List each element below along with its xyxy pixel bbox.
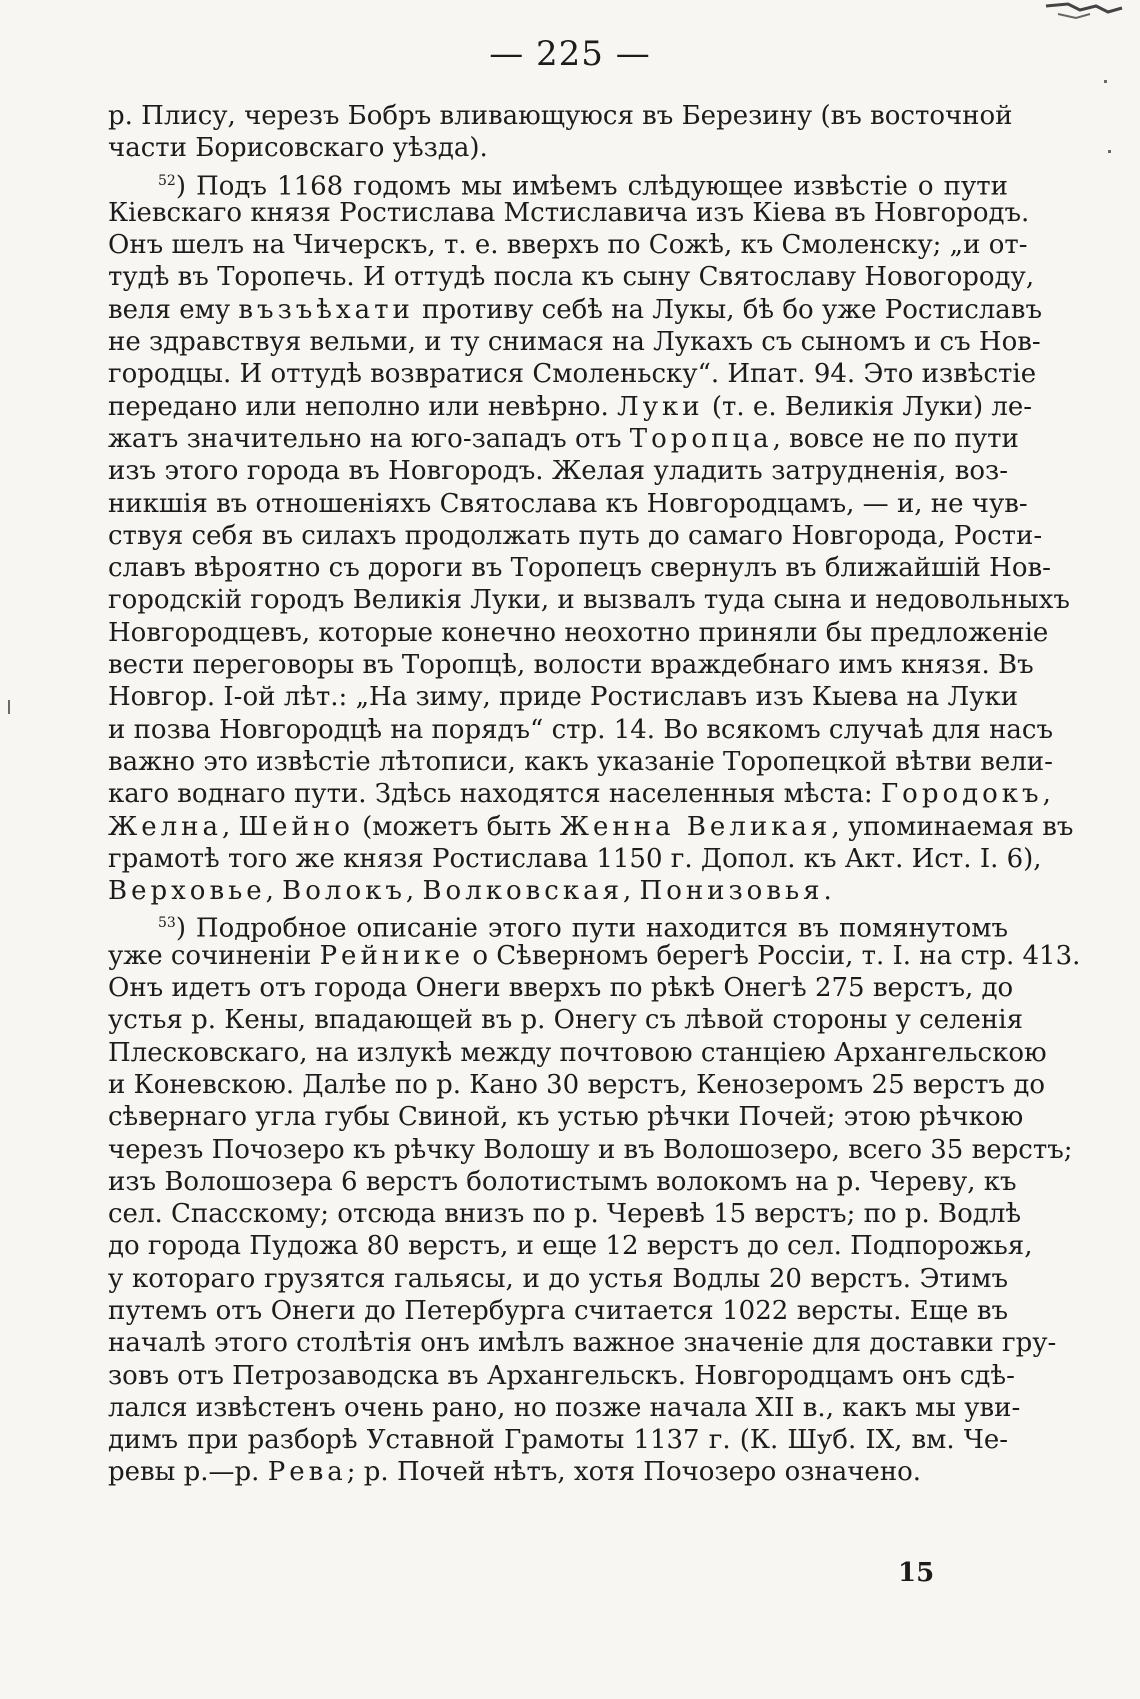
page-text	[108, 100, 1081, 1489]
text-line: сѣвернаго угла губы Свиной, къ устью рѣчки Почей; этою рѣчкою	[108, 1102, 1024, 1133]
text-line: вести переговоры въ Торопцѣ, волости враждебнаго имъ князя. Въ	[108, 650, 1034, 681]
text-line: у котораго грузятся гальясы, и до устья Водлы 20 верстъ. Этимъ	[108, 1263, 1008, 1294]
text-line: Новгородцевъ, которые конечно неохотно приняли бы предложеніе	[108, 617, 1049, 648]
text-line: славъ вѣроятно съ дороги въ Торопецъ свернулъ въ ближайшій Нов-	[108, 553, 1051, 584]
scan-smudge	[1038, 0, 1128, 24]
text-line: черезъ Почозеро къ рѣчку Волошу и въ Волошозеро, всего 35 верстъ;	[108, 1134, 1073, 1165]
text-line: Онъ идетъ отъ города Онеги вверхъ по рѣкѣ Онегѣ 275 верстъ, до	[108, 973, 1014, 1004]
page-number: — 225 —	[489, 34, 651, 74]
footnote-marker: 53	[158, 915, 176, 932]
text-line: не здравствуя вельми, и ту снимася на Лукахъ съ сыномъ и съ Нов-	[108, 327, 1041, 358]
footnote-52-start: $^{52}$) Подъ 1168 годомъ мы имѣемъ слѣдующее извѣстіе о пути	[158, 171, 1008, 202]
text-line: Верховье, Волокъ, Волковская, Понизовья.	[108, 876, 832, 907]
text-line: сел. Спасскому; отсюда внизъ по р. Черевѣ 15 верстъ; по р. Водлѣ	[108, 1199, 1022, 1230]
text-line: ревы р.—р. Рева; р. Почей нѣтъ, хотя Почозеро означено.	[108, 1457, 922, 1488]
scan-speck	[1108, 150, 1111, 153]
text-line: и позва Новгородцѣ на порядъ“ стр. 14. Во всякомъ случаѣ для насъ	[108, 714, 1054, 745]
scan-speck	[8, 700, 10, 714]
scan-speck	[1104, 80, 1107, 83]
text-line: важно это извѣстіе лѣтописи, какъ указаніе Торопецкой вѣтви вели-	[108, 746, 1053, 777]
text-line: уже сочиненіи Рейнике о Сѣверномъ берегѣ Россіи, т. I. на стр. 413.	[108, 940, 1081, 971]
text-line: городцы. И оттудѣ возвратися Смоленьску“. Ипат. 94. Это извѣстіе	[108, 359, 1037, 390]
text-line: до города Пудожа 80 верстъ, и еще 12 верстъ до сел. Подпорожья,	[108, 1231, 1033, 1262]
text-line: р. Плису, черезъ Бобръ вливающуюся въ Березину (въ восточной	[108, 101, 1013, 131]
text-line: изъ Волошозера 6 верстъ болотистымъ волокомъ на р. Череву, къ	[108, 1166, 1017, 1197]
text-line: и Коневскою. Далѣе по р. Кано 30 верстъ, Кенозеромъ 25 верстъ до	[108, 1069, 1045, 1100]
text-line: городскій городъ Великія Луки, и вызвалъ туда сына и недовольныхъ	[108, 585, 1070, 616]
text-line: димъ при разборѣ Уставной Грамоты 1137 г. (К. Шуб. IX, вм. Че-	[108, 1425, 1008, 1456]
text-line: грамотѣ того же князя Ростислава 1150 г. Допол. къ Акт. Ист. I. 6),	[108, 843, 1042, 874]
text-line: тудѣ въ Торопечь. И оттудѣ посла къ сыну Святославу Новогороду,	[108, 262, 1035, 293]
text-line: Кіевскаго князя Ростислава Мстиславича изъ Кіева въ Новгородъ.	[108, 197, 1030, 228]
text-line: передано или неполно или невѣрно. Луки (т. е. Великія Луки) ле-	[108, 391, 1033, 422]
text-line: веля ему възъѣхати противу себѣ на Лукы, бѣ бо уже Ростиславъ	[108, 294, 1042, 325]
text-line: части Борисовскаго уѣзда).	[108, 133, 488, 164]
text-line: Плесковскаго, на излукѣ между почтовою станціею Архангельскою	[108, 1037, 1047, 1068]
text-line: каго воднаго пути. Здѣсь находятся населенныя мѣста: Городокъ,	[108, 779, 1051, 810]
text-line: Онъ шелъ на Чичерскъ, т. е. вверхъ по Сожѣ, къ Смоленску; „и от-	[108, 230, 1028, 261]
text-line: изъ этого города въ Новгородъ. Желая уладить затрудненія, воз-	[108, 456, 1008, 487]
text-line: Новгор. I-ой лѣт.: „На зиму, приде Ростиславъ изъ Кыева на Луки	[108, 682, 1019, 713]
text-line: ствуя себя въ силахъ продолжать путь до самаго Новгорода, Рости-	[108, 520, 1043, 551]
text-line: никшія въ отношеніяхъ Святослава къ Новгородцамъ, — и, не чув-	[108, 488, 1028, 519]
text-line: устья р. Кены, впадающей въ р. Онегу съ лѣвой стороны у селенія	[108, 1005, 1023, 1036]
text-line: лался извѣстенъ очень рано, но позже начала XII в., какъ мы уви-	[108, 1392, 1021, 1423]
text-line: зовъ отъ Петрозаводска въ Архангельскъ. Новгородцамъ онъ сдѣ-	[108, 1360, 1015, 1391]
text-line: Желна, Шейно (можетъ быть Женна Великая, упоминаемая въ	[108, 811, 1074, 842]
text-line: началѣ этого столѣтія онъ имѣлъ важное значеніе для доставки гру-	[108, 1328, 1057, 1359]
printer-signature-mark: 15	[898, 1558, 935, 1588]
footnote-marker: 52	[158, 172, 176, 189]
text-line: путемъ отъ Онеги до Петербурга считается 1022 версты. Еще въ	[108, 1295, 1008, 1326]
text-line: жатъ значительно на юго-западъ отъ Торопца, вовсе не по пути	[108, 423, 1019, 454]
footnote-53-start: $^{53}$) Подробное описаніе этого пути находится въ помянутомъ	[158, 914, 1008, 945]
